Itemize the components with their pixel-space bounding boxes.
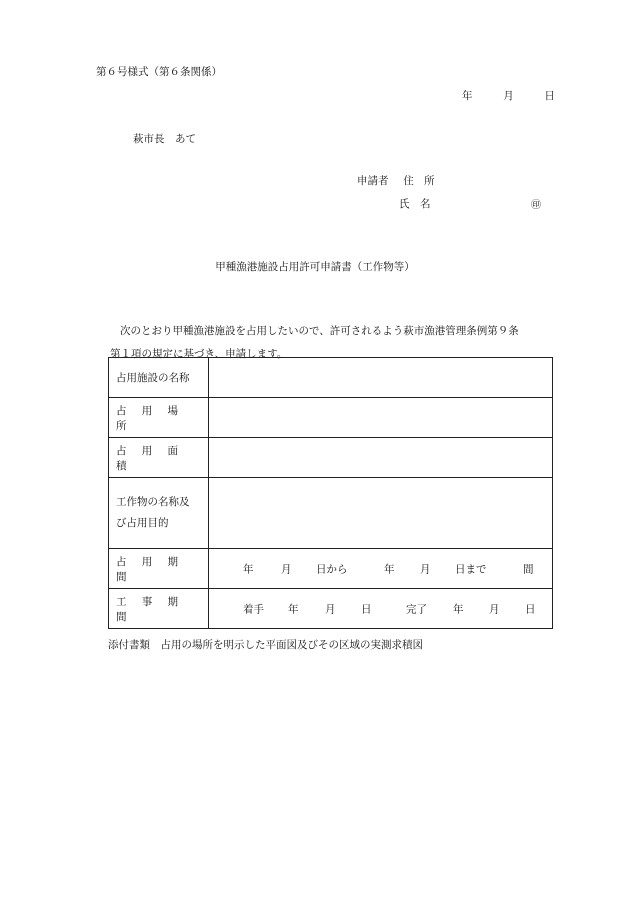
period-year-2: 年 xyxy=(384,563,395,575)
work-day-2: 日 xyxy=(525,603,536,615)
body-line-1: 次のとおり甲種漁港施設を占用したいので、許可されるよう萩市漁港管理条例第９条 xyxy=(120,325,519,337)
addressee: 萩市長 あて xyxy=(133,133,196,145)
work-day-1: 日 xyxy=(361,603,372,615)
table-row xyxy=(109,478,553,549)
table-row xyxy=(109,589,553,629)
period-month-1: 月 xyxy=(281,563,292,575)
name-label: 氏 名 xyxy=(399,198,431,210)
date-day: 日 xyxy=(544,90,555,102)
area-label: 占用面積 xyxy=(116,444,194,472)
seal-mark: ㊞ xyxy=(531,200,541,211)
application-table xyxy=(108,357,553,629)
location-field[interactable] xyxy=(209,398,553,438)
table-row xyxy=(109,438,553,478)
work-year-2: 年 xyxy=(453,603,464,615)
facility-name-label: 占用施設の名称 xyxy=(109,358,209,398)
table-row xyxy=(109,358,553,398)
structure-label-line-2: び占用目的 xyxy=(116,517,169,529)
period-label: 占用期間 xyxy=(116,555,194,583)
work-period-field[interactable] xyxy=(209,589,553,629)
period-until: 日まで xyxy=(455,563,487,575)
address-label: 住 所 xyxy=(403,175,435,187)
table-row xyxy=(109,398,553,438)
applicant-label: 申請者 xyxy=(357,175,389,187)
form-number: 第６号様式（第６条関係） xyxy=(96,66,222,78)
period-month-2: 月 xyxy=(420,563,431,575)
document-title: 甲種漁港施設占用許可申請書（工作物等） xyxy=(215,261,415,273)
attachment-note: 添付書類 占用の場所を明示した平面図及びその区域の実測求積図 xyxy=(108,639,423,651)
location-label: 占用場所 xyxy=(116,404,194,432)
period-field[interactable] xyxy=(209,549,553,589)
work-start: 着手 xyxy=(243,603,264,615)
applicant-address-row xyxy=(357,173,435,188)
work-end: 完了 xyxy=(406,603,427,615)
work-month-1: 月 xyxy=(325,603,336,615)
period-duration: 間 xyxy=(523,563,534,575)
structure-label xyxy=(109,478,209,549)
body-line-2: 第１項の規定に基づき、申請します。 xyxy=(110,348,288,360)
structure-label-line-1: 工作物の名称及 xyxy=(116,496,190,508)
table-row xyxy=(109,549,553,589)
area-field[interactable] xyxy=(209,438,553,478)
applicant-name-row xyxy=(399,196,431,211)
date-month: 月 xyxy=(503,90,514,102)
period-year-1: 年 xyxy=(243,563,254,575)
work-month-2: 月 xyxy=(489,603,500,615)
work-period-label: 工事期間 xyxy=(116,595,194,623)
date-year: 年 xyxy=(462,90,473,102)
facility-name-field[interactable] xyxy=(209,358,553,398)
structure-field[interactable] xyxy=(209,478,553,549)
work-year-1: 年 xyxy=(288,603,299,615)
period-from: 日から xyxy=(316,563,348,575)
date-line xyxy=(462,88,555,103)
